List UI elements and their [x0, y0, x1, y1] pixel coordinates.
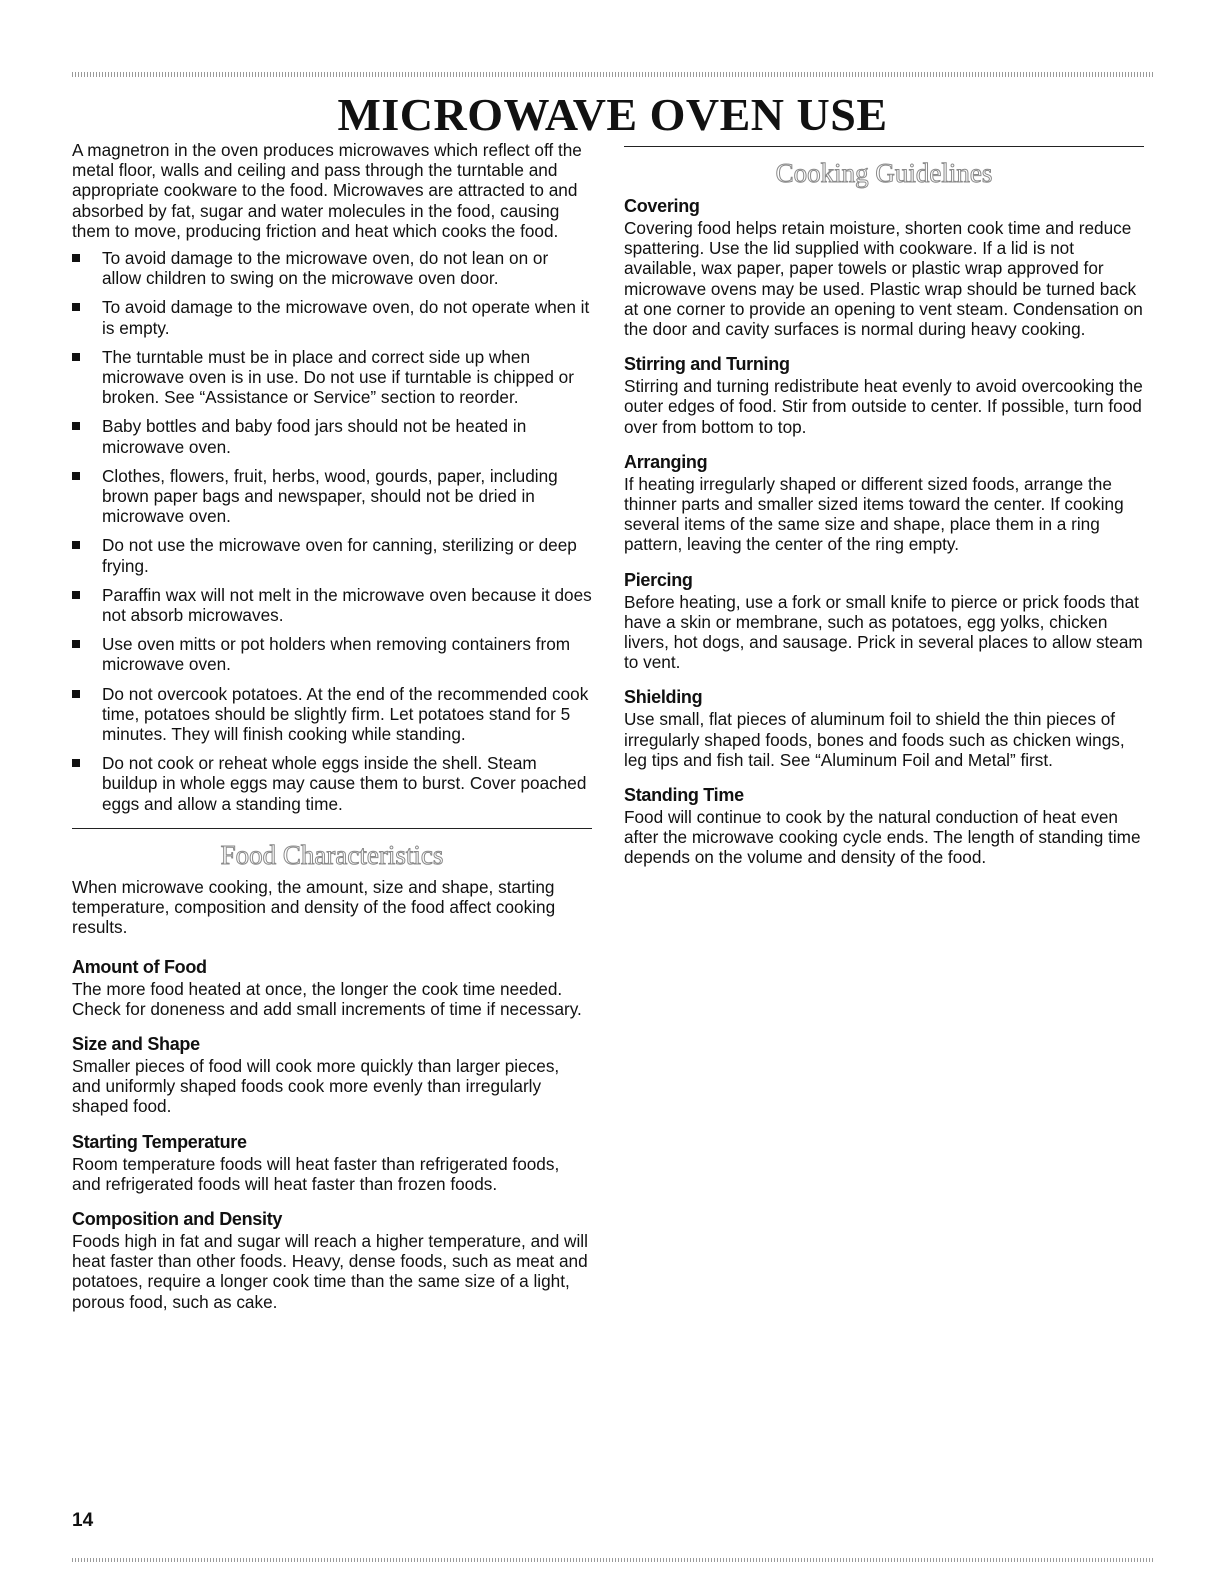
bullet-text: Use oven mitts or pot holders when removing containers from microwave oven. [102, 634, 571, 675]
body-size-and-shape: Smaller pieces of food will cook more quickly than larger pieces, and uniformly shaped foods cook more evenly than irregularly shaped food. [72, 1055, 560, 1117]
page-title: MICROWAVE OVEN USE [337, 89, 888, 140]
left-column [72, 140, 592, 1312]
food-characteristics-intro: When microwave cooking, the amount, size and shape, starting temperature, composition and density of the food affect cooking results. [72, 876, 556, 938]
body-starting-temperature: Room temperature foods will heat faster than refrigerated foods, and refrigerated foods will heat faster than frozen foods. [72, 1153, 560, 1194]
food-characteristics-heading: Food Characteristics [220, 839, 444, 870]
body-arranging: If heating irregularly shaped or different sized foods, arrange the thinner parts and smaller sized items toward the center. If cooking several items of the same size and shape, place them in a ring pattern, leaving the center of the ring empty. [624, 473, 1124, 555]
bullet-item [72, 248, 592, 288]
cooking-guidelines-heading: Cooking Guidelines [775, 158, 993, 188]
bullet-item [72, 466, 592, 527]
square-bullet-icon [72, 472, 80, 480]
bullet-item [72, 347, 592, 408]
body-composition-and-density: Foods high in fat and sugar will reach a higher temperature, and will heat faster than other foods. Heavy, dense foods, such as meat and potatoes, require a longer cook time than the same size of a light, porous food, such as cake. [72, 1230, 588, 1312]
bullet-item [72, 684, 592, 745]
square-bullet-icon [72, 640, 80, 648]
bullet-item [72, 585, 592, 625]
intro-paragraph: A magnetron in the oven produces microwaves which reflect off the metal floor, walls and ceiling and pass through the turntable and appropriate cookware to the food. Microwaves are attracted to and absorbed by fat, sugar and water molecules in the food, causing them to move, producing friction and heat which cooks the food. [72, 140, 582, 241]
bullet-text: The turntable must be in place and correct side up when microwave oven is in use. Do not use if turntable is chipped or broken. See “Assistance or Service” section to reorder. [102, 346, 574, 408]
bullet-item [72, 297, 592, 337]
bullet-text: Baby bottles and baby food jars should not be heated in microwave oven. [102, 416, 527, 457]
square-bullet-icon [72, 353, 80, 361]
bullet-text: Paraffin wax will not melt in the microwave oven because it does not absorb microwaves. [102, 584, 592, 626]
square-bullet-icon [72, 541, 80, 549]
safety-bullet-list [72, 248, 592, 814]
subheading-arranging: Arranging [624, 451, 708, 472]
page-number: 14 [72, 1510, 94, 1531]
bottom-dotted-rule [72, 1558, 1155, 1562]
body-shielding: Use small, flat pieces of aluminum foil to shield the thin pieces of irregularly shaped foods, bones and foods such as chicken wings, leg tips and fish tail. See “Aluminum Foil and Metal” first. [624, 709, 1125, 770]
subheading-standing-time: Standing Time [624, 785, 744, 806]
right-column [624, 140, 1144, 868]
subheading-stirring-and-turning: Stirring and Turning [624, 354, 790, 375]
body-amount-of-food: The more food heated at once, the longer the cook time needed. Check for doneness and add small increments of time if necessary. [72, 978, 582, 1019]
square-bullet-icon [72, 591, 80, 599]
bullet-text: Do not overcook potatoes. At the end of the recommended cook time, potatoes should be slightly firm. Let potatoes stand for 5 minutes. They will finish cooking while standing. [102, 683, 589, 745]
subheading-shielding: Shielding [624, 687, 703, 708]
body-covering: Covering food helps retain moisture, shorten cook time and reduce spattering. Use the lid supplied with cookware. If a lid is not available, wax paper, paper towels or plastic wrap approved for microwave ovens may be used. Plastic wrap should be turned back at one corner to provide an opening to vent steam. Condensation on the door and cavity surfaces is normal during heavy cooking. [624, 218, 1143, 340]
square-bullet-icon [72, 422, 80, 430]
bullet-text: Clothes, flowers, fruit, herbs, wood, gourds, paper, including brown paper bags and newspaper, should not be dried in microwave oven. [102, 465, 558, 527]
section-divider [624, 146, 1144, 147]
bullet-text: To avoid damage to the microwave oven, do not operate when it is empty. [102, 297, 590, 338]
square-bullet-icon [72, 690, 80, 698]
body-stirring-and-turning: Stirring and turning redistribute heat evenly to avoid overcooking the outer edges of food. Stir from outside to center. If possible, turn food over from bottom to top. [624, 376, 1143, 437]
bullet-text: Do not use the microwave oven for canning, sterilizing or deep frying. [102, 535, 577, 576]
bullet-item [72, 753, 592, 814]
body-standing-time: Food will continue to cook by the natural conduction of heat even after the microwave cooking cycle ends. The length of standing time depends on the volume and density of the food. [624, 807, 1141, 868]
bullet-item [72, 535, 592, 575]
subheading-piercing: Piercing [624, 569, 693, 590]
body-piercing: Before heating, use a fork or small knife to pierce or prick foods that have a skin or membrane, such as potatoes, egg yolks, chicken livers, hot dogs, and sausage. Prick in several places to allow steam to vent. [624, 591, 1143, 673]
square-bullet-icon [72, 759, 80, 767]
subheading-amount-of-food: Amount of Food [72, 956, 207, 977]
subheading-starting-temperature: Starting Temperature [72, 1131, 247, 1152]
subheading-covering: Covering [624, 196, 700, 216]
subheading-size-and-shape: Size and Shape [72, 1033, 200, 1054]
square-bullet-icon [72, 254, 80, 262]
bullet-item [72, 634, 592, 674]
subheading-composition-and-density: Composition and Density [72, 1208, 283, 1229]
bullet-item [72, 416, 592, 456]
bullet-text: Do not cook or reheat whole eggs inside the shell. Steam buildup in whole eggs may cause them to burst. Cover poached eggs and allow a standing time. [102, 753, 587, 814]
top-dotted-rule [72, 72, 1155, 77]
square-bullet-icon [72, 303, 80, 311]
section-divider [72, 828, 592, 829]
bullet-text: To avoid damage to the microwave oven, do not lean on or allow children to swing on the microwave oven door. [102, 248, 549, 289]
